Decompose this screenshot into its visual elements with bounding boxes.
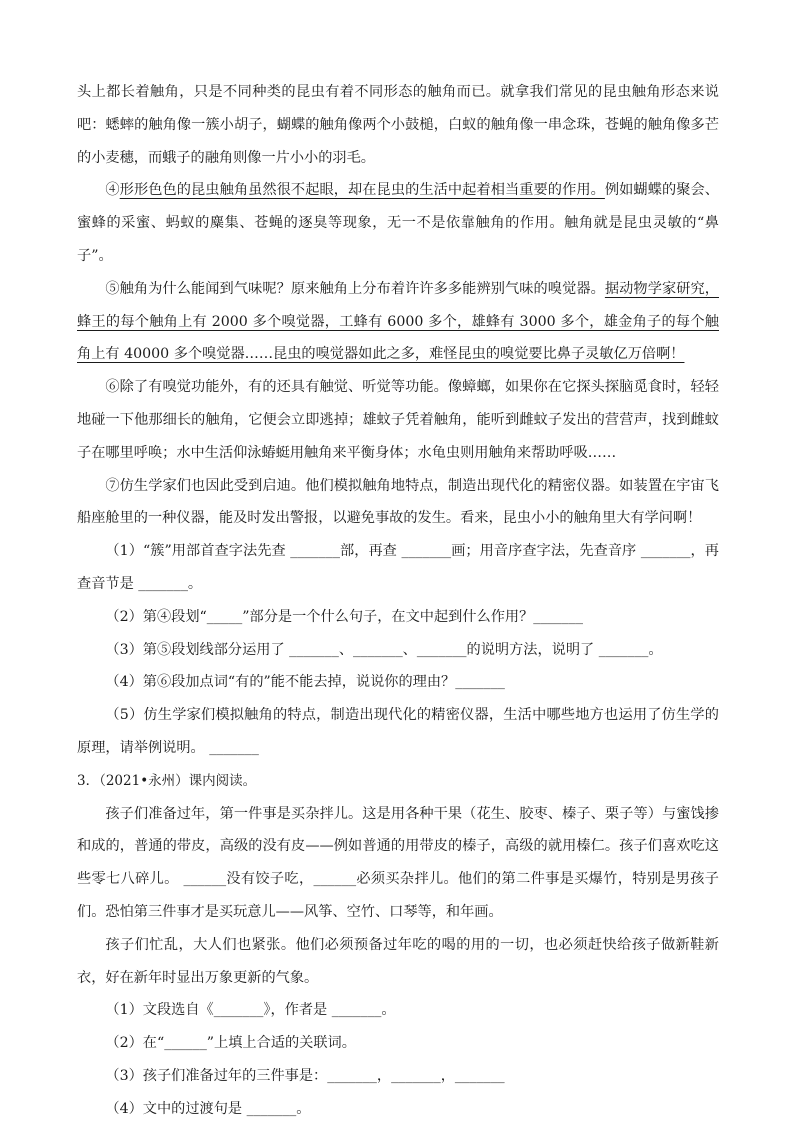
question-5: （5）仿生学家们模拟触角的特点，制造出现代化的精密仪器，生活中哪些地方也运用了仿生学的原理，请举例说明。 _______	[77, 707, 719, 756]
paragraph-6: ⑥除了有嗅觉功能外，有的还具有触觉、听觉等功能。像蟑螂，如果你在它探头探脑觅食时，轻轻地碰一下他那细长的触角，它便会立即逃掉；雄蚊子凭着触角，能听到雌蚊子发出的营营声，找到雌蚊子在哪里呼唤；水中生活仰泳蝽蜓用触角来平衡身体；水龟虫则用触角来帮助呼吸……	[77, 379, 719, 461]
paragraph-3-continued: 头上都长着触角，只是不同种类的昆虫有着不同形态的触角而已。就拿我们常见的昆虫触角形态来说吧：蟋蟀的触角像一簇小胡子，蝴蝶的触角像两个小鼓槌，白蚁的触角像一串念珠，苍蝇的触角像多芒的小麦穗，而蛾子的融角则像一片小小的羽毛。	[77, 84, 719, 166]
content-area	[77, 76, 719, 1126]
section-3-question-4: （4）文中的过渡句是 _______。	[105, 1100, 311, 1117]
paragraph-7: ⑦仿生学家们也因此受到启迪。他们模拟触角地特点，制造出现代化的精密仪器。如装置在宇宙飞船座舱里的一种仪器，能及时发出警报，以避免事故的发生。看来，昆虫小小的触角里大有学问啊！	[77, 477, 719, 527]
paragraph-4	[77, 174, 719, 272]
question-3: （3）第⑤段划线部分运用了 _______、_______、_______的说明方法，说明了 _______。	[105, 641, 663, 658]
section-3-question-2: （2）在“______”上填上合适的关联词。	[105, 1035, 356, 1052]
paragraph-5-underlined: 据动物学家研究，蜂王的每个触角上有 2000 多个嗅觉器，工蜂有 6000 多个，雄蜂有 3000 多个，雄金角子的每个触角上有 40000 多个嗅觉器……昆虫的嗅觉器如此之多，难怪昆虫的嗅觉要比鼻子灵敏亿万倍啊！	[77, 280, 719, 363]
question-1: （1）“簇”用部首查字法先查 _______部，再查 _______画；用音序查字法，先查音序 _______，再查音节是 _______。	[77, 543, 719, 592]
paragraph-5-start: ⑤触角为什么能闻到气味呢？原来触角上分布着许许多多能辨别气味的嗅觉器。	[105, 280, 605, 297]
question-2: （2）第④段划“_____”部分是一个什么句子，在文中起到什么作用？_______	[105, 608, 583, 625]
section-3-heading: 3．（2021•永州）课内阅读。	[77, 772, 257, 789]
paragraph-4-underlined: 形形色色的昆虫触角虽然很不起眼，却在昆虫的生活中起着相当重要的作用。	[119, 182, 605, 199]
paragraph-4-rest: 例如蝴蝶的聚会、蜜蜂的采蜜、蚂蚁的麋集、苍蝇的逐臭等现象，无一不是依靠触角的作用。触角就是昆虫灵敏的“鼻子”。	[77, 182, 719, 264]
section-3-paragraph-2: 孩子们忙乱，大人们也紧张。他们必须预备过年吃的喝的用的一切，也必须赶快给孩子做新鞋新衣，好在新年时显出万象更新的气象。	[77, 936, 719, 986]
section-3-question-3: （3）孩子们准备过年的三件事是：_______，_______，_______	[105, 1067, 505, 1084]
section-3-question-1: （1）文段选自《_______》，作者是 _______。	[105, 1002, 396, 1019]
paragraph-4-number: ④	[105, 182, 120, 199]
paragraph-5	[77, 273, 719, 371]
section-3-paragraph-1: 孩子们准备过年，第一件事是买杂拌儿。这是用各种干果（花生、胶枣、榛子、栗子等）与蜜饯掺和成的，普通的带皮，高级的没有皮——例如普通的用带皮的榛子，高级的就用榛仁。孩子们喜欢吃这些零七八碎儿。 ______没有饺子吃，______必须买杂拌儿。他们的第二件事是买爆竹，特别是男孩子们。恐怕第三件事才是买玩意儿——风筝、空竹、口琴等，和年画。	[77, 805, 719, 920]
question-4: （4）第⑥段加点词“有的”能不能去掉，说说你的理由？_______	[105, 674, 505, 691]
